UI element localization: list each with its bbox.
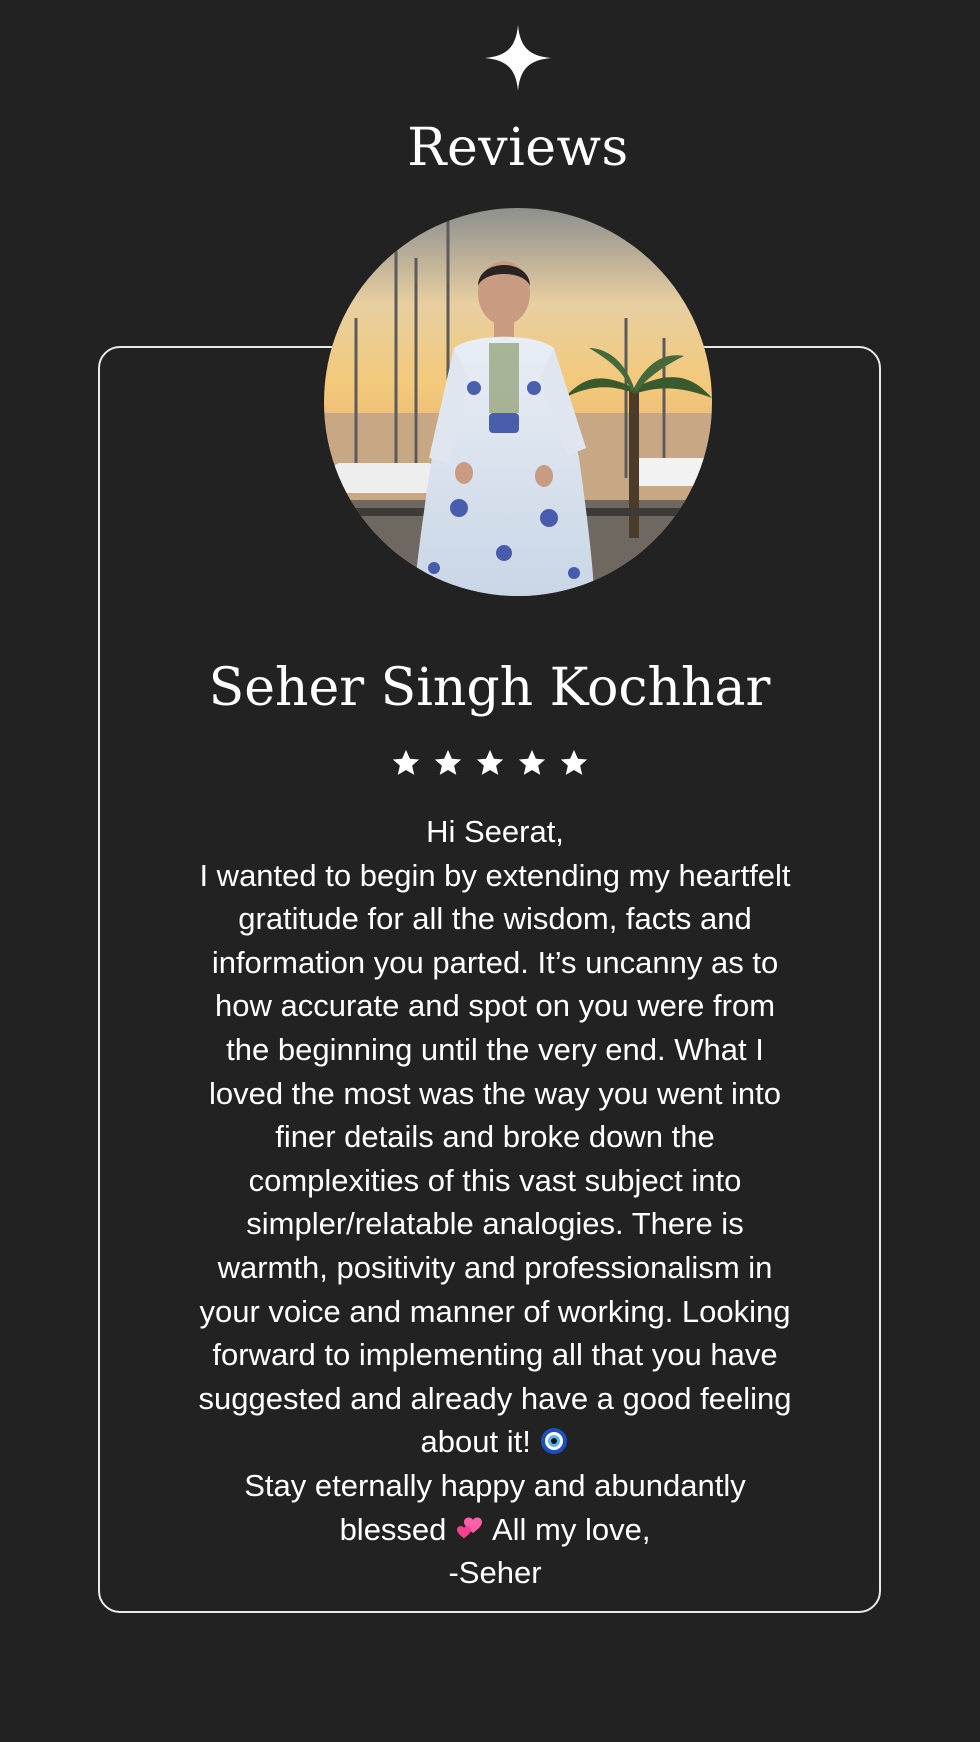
reviewer-name: Seher Singh Kochhar <box>208 658 771 718</box>
review-line-text: All my love, <box>491 1511 651 1547</box>
review-signoff: -Seher <box>448 1555 542 1591</box>
review-line: Hi Seerat, <box>426 814 564 849</box>
star-icon <box>517 748 547 778</box>
two-hearts-icon <box>455 1514 485 1544</box>
review-line: I wanted to begin by extending my heartfelt <box>199 857 791 893</box>
review-line: information you parted. It’s uncanny as to <box>211 944 779 980</box>
nazar-amulet-icon <box>539 1426 569 1456</box>
review-line: suggested and already have a good feeling <box>198 1380 792 1416</box>
star-icon <box>475 748 505 778</box>
review-line: the beginning until the very end. What I <box>226 1031 764 1067</box>
review-line: how accurate and spot on you were from <box>214 988 776 1024</box>
four-point-star-icon <box>485 25 551 91</box>
review-line: loved the most was the way you went into <box>208 1075 782 1111</box>
review-line: Stay eternally happy and abundantly <box>244 1467 746 1503</box>
star-icon <box>391 748 421 778</box>
avatar <box>324 208 712 596</box>
review-line <box>150 1420 840 1464</box>
review-line-text: blessed <box>339 1511 447 1547</box>
star-icon <box>433 748 463 778</box>
review-line <box>150 1508 840 1552</box>
review-line: your voice and manner of working. Looking <box>199 1293 791 1329</box>
review-line: gratitude for all the wisdom, facts and <box>238 901 752 937</box>
review-line: complexities of this vast subject into <box>248 1162 742 1198</box>
review-line: forward to implementing all that you have <box>212 1337 778 1373</box>
review-line: simpler/relatable analogies. There is <box>246 1206 744 1242</box>
review-text <box>150 810 840 1595</box>
star-rating <box>98 748 881 778</box>
review-line: warmth, positivity and professionalism in <box>217 1249 773 1285</box>
review-line: finer details and broke down the <box>275 1119 715 1155</box>
star-icon <box>559 748 589 778</box>
section-title: Reviews <box>407 118 629 178</box>
review-line-text: about it! <box>420 1424 531 1460</box>
